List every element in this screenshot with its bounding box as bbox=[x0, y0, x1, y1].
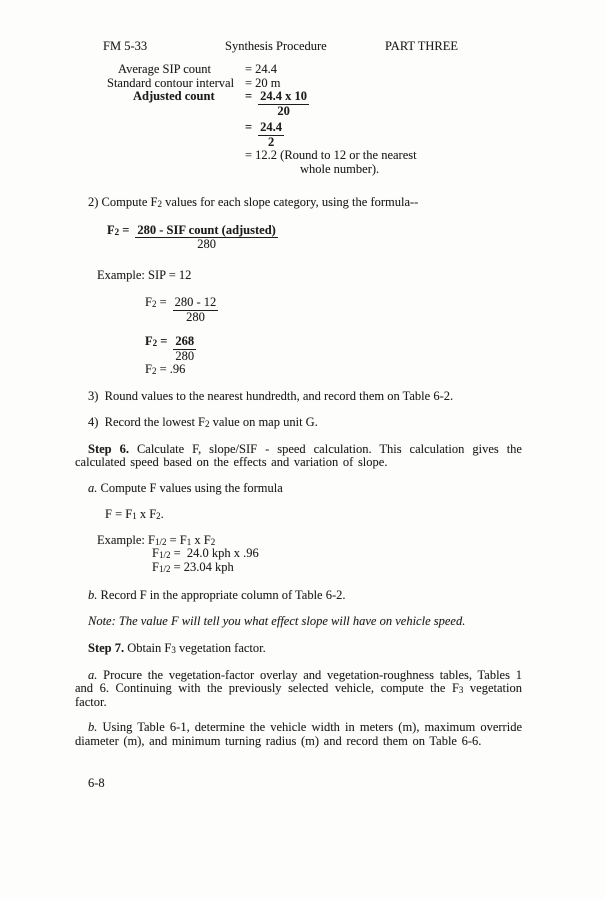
step-7-heading: Step 7. Obtain $F_3$ vegetation factor. bbox=[88, 641, 266, 655]
fraction bbox=[258, 90, 309, 118]
page-header bbox=[75, 40, 522, 54]
sip-row-label: Adjusted count bbox=[133, 89, 215, 103]
example-fraction-2 bbox=[145, 335, 522, 363]
equals-sign: = bbox=[245, 120, 253, 134]
page-content bbox=[75, 39, 527, 761]
example-f-block bbox=[97, 534, 522, 575]
fraction bbox=[258, 121, 284, 149]
fraction bbox=[135, 224, 277, 252]
doc-id: FM 5-33 bbox=[103, 39, 148, 53]
fraction-denominator: 2 bbox=[267, 134, 275, 149]
formula-lead: $F_2$ = bbox=[145, 334, 168, 348]
fraction-numerator: 268 bbox=[175, 334, 195, 348]
result-text: whole number). bbox=[300, 161, 380, 176]
fraction-denominator: 20 bbox=[277, 103, 290, 118]
f2-result-line: $F_2 = .96$ bbox=[145, 362, 186, 376]
example-f-line1: Example: $F_{1/2} = F_1$ x $F_2$ bbox=[97, 532, 216, 547]
formula-lead: $F_2$ = bbox=[107, 222, 130, 237]
item-a-compute: a. Compute F values using the formula bbox=[88, 480, 283, 495]
result-text: = 12.2 (Round to 12 or the nearest bbox=[245, 148, 417, 162]
page-number: 6-8 bbox=[88, 776, 105, 790]
fraction-denominator: 280 bbox=[197, 237, 216, 251]
sip-row-contour bbox=[107, 77, 522, 91]
page-title: Synthesis Procedure bbox=[225, 39, 327, 53]
sip-result-line2 bbox=[107, 163, 522, 177]
sip-row-average bbox=[107, 63, 522, 77]
list-item-4: 4) Record the lowest $F_2$ value on map unit G. bbox=[88, 415, 318, 429]
item-b-using-paragraph: b. Using Table 6-1, determine the vehicle width in meters (m), maximum override diameter (m), and minimum turning radius (m) and record them on Table 6-6. bbox=[75, 720, 527, 748]
fraction-numerator: 24.4 bbox=[260, 120, 282, 134]
part-label: PART THREE bbox=[385, 39, 458, 53]
example-fraction-1 bbox=[145, 296, 522, 324]
formula-lead: $F_2$ = bbox=[145, 295, 167, 309]
sip-row-label: Average SIP count bbox=[118, 62, 212, 76]
item-a-procure-paragraph: a. Procure the vegetation-factor overlay and vegetation-roughness tables, Tables 1 and 6. Continuing with the previously selected vehicle, compute the $F_3$ vegetation factor. bbox=[75, 667, 527, 709]
sip-row-value: = 24.4 bbox=[245, 62, 278, 76]
sip-row-label: Standard contour interval bbox=[107, 75, 235, 90]
formula-f-line: $F = F_1$ x $F_2$. bbox=[105, 507, 164, 521]
sip-row-value: = 20 m bbox=[245, 75, 281, 90]
note-line: Note: The value F will tell you what effect slope will have on vehicle speed. bbox=[88, 613, 466, 628]
example-f-line3: $F_{1/2} = 23.04$ kph bbox=[152, 559, 234, 574]
list-item-2: 2) Compute $F_2$ values for each slope category, using the formula-- bbox=[88, 195, 419, 209]
fraction-numerator: 280 - SIF count (adjusted) bbox=[137, 222, 276, 237]
fraction-numerator: 280 - 12 bbox=[174, 295, 217, 309]
sip-result-line1 bbox=[107, 149, 522, 163]
equals-sign: = bbox=[245, 89, 253, 103]
step-6-paragraph: Step 6. Calculate F, slope/SIF - speed calculation. This calculation gives the calculated speed based on the effects and variation of slope. bbox=[75, 441, 527, 469]
example-sip-line: Example: SIP = 12 bbox=[97, 267, 192, 282]
sip-row-adjusted bbox=[107, 90, 522, 118]
item-b-record: b. Record F in the appropriate column of Table 6-2. bbox=[88, 588, 346, 602]
list-item-3: 3) Round values to the nearest hundredth, and record them on Table 6-2. bbox=[88, 388, 454, 403]
fraction-numerator: 24.4 x 10 bbox=[260, 89, 307, 103]
example-f-line2: $F_{1/2} = 24.0$ kph x .96 bbox=[152, 546, 259, 560]
f2-formula bbox=[107, 224, 522, 252]
fraction bbox=[173, 296, 219, 324]
fraction-denominator: 280 bbox=[175, 348, 195, 363]
fraction-denominator: 280 bbox=[186, 309, 205, 324]
sip-calculation-block bbox=[107, 63, 522, 176]
fraction bbox=[173, 335, 196, 363]
sip-row-reduced bbox=[107, 121, 522, 149]
